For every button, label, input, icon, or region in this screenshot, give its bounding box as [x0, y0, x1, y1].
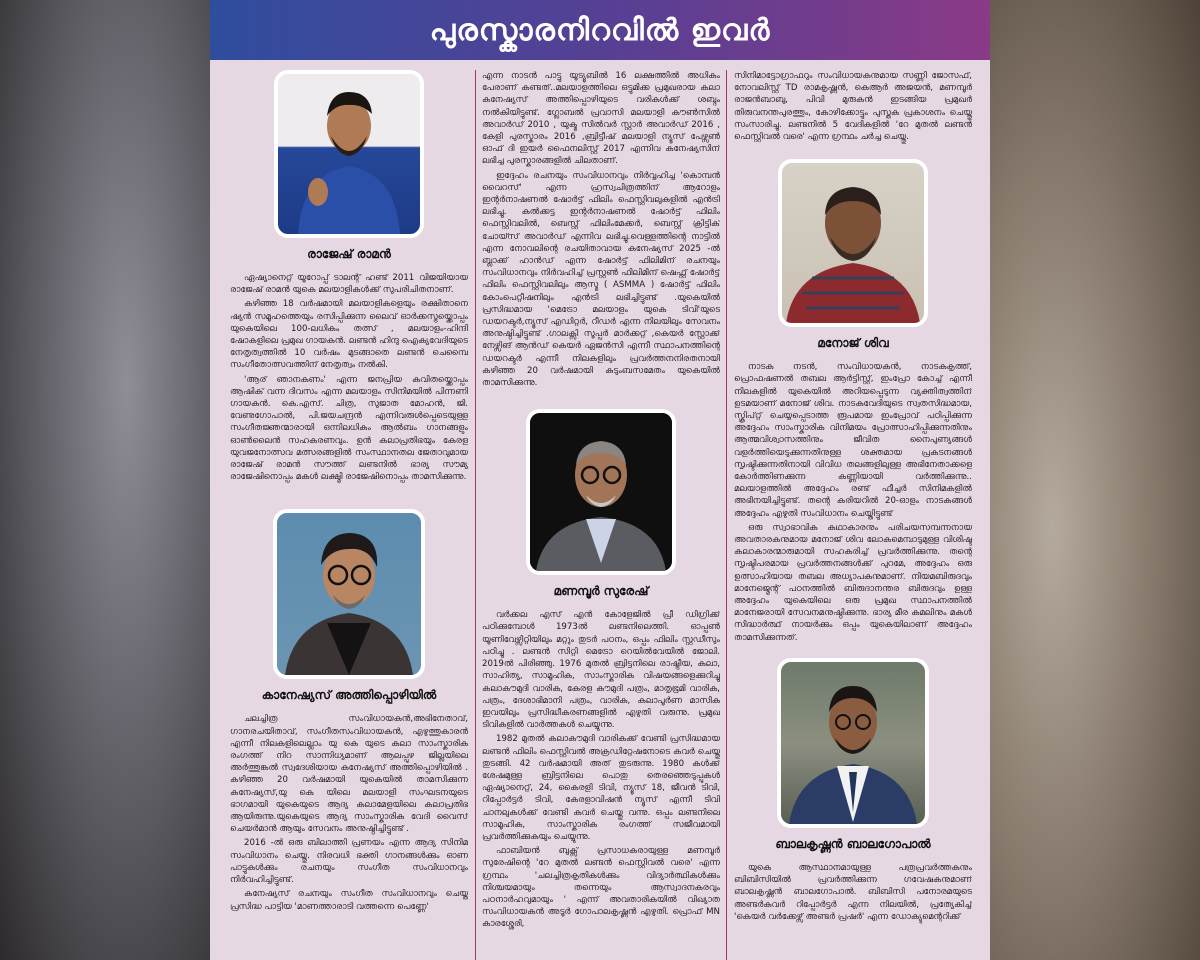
photo-rajesh-raman [274, 70, 424, 238]
background-blur-left [0, 0, 210, 960]
column-divider [726, 70, 727, 960]
photo-kaneshyas [273, 509, 425, 679]
bio-paragraph: വർക്കല എസ് എൻ കോളേജിൽ പ്രീ ഡിഗ്രിക്ക് പഠിക്കുമ്പോൾ 1973ൽ ലണ്ടനിലെത്തി. ഓപ്പൺ യൂണിവേഴ്സിറ്റിയിലും മറ്റും തുടർ പഠനം, ഒപ്പം ഫിലിം സ്റ്റഡീസും പഠിച്ചു . ലണ്ടൻ സിറ്റി മെട്രോ റെയിൽവേയിൽ ജോലി. 2019ൽ പിരിഞ്ഞു. 1976 മുതൽ ബ്രിട്ടനിലെ രാഷ്ട്രീയ, കലാ, സാഹിത്യ, സാമൂഹിക, സാംസ്കാരിക വിഷയങ്ങളെക്കുറിച്ചു കലാകൗമുദി വാരിക, കേരള കൗമുദി പത്രം, മാതൃഭൂമി വാരിക, പത്രം, ദേശാഭിമാനി പത്രം, വാരിക, കലാപൂർണ മാസിക ഇവയിലും പ്രസിദ്ധീകരണങ്ങളിൽ എഴുതി വരുന്നു. പ്രമുഖ ടിവികളിൽ വാർത്തകൾ ചെയ്യുന്നു. [482, 610, 720, 731]
bio-paragraph: ഫാബിയൻ ബുക്സ് പ്രസാധകരായുള്ള മണമ്പൂർ സുരേഷിന്റെ 'റേ മുതൽ ലണ്ടൻ ഫെസ്റ്റിവൽ വരെ' എന്ന ഗ്രന്ഥം 'ചലച്ചിത്രകൃതികൾക്കും വിദ്യാർത്ഥികൾക്കും നിശ്ചയമായും തന്നെയും ആസ്വാദനകരവും പഠനാർഹവുമായും ' എന്ന് അവതാരികയിൽ വിഖ്യാത സംവിധായകൻ അടൂർ ഗോപാലകൃഷ്ണൻ എഴുതി. പ്രൊഫ് MN കാരശ്ശേരി, [482, 846, 720, 930]
photo-manoj-shiva [778, 159, 928, 327]
portrait-illustration [277, 513, 421, 675]
newspaper-page [210, 0, 990, 960]
portrait-illustration [782, 163, 924, 323]
column-1 [230, 70, 468, 960]
column-divider [475, 70, 476, 960]
bio-paragraph: കഴിഞ്ഞ 18 വർഷമായി മലയാളികളെയും രക്ഷിതാനെ ഷ്യൻ സമൂഹത്തെയും രസിപ്പിക്കുന്ന ലൈവ് ഓർക്കസ്ട്രയ്ക്കൊപ്പം യുകെയിലെ 100-ലധികം തത്സ് , മലയാളം-ഹിന്ദി ഷോകളിലെ പ്രമുഖ ഗായകൻ. ലണ്ടൻ ഹിന്ദു ഐക്യവേദിയുടെ നേതൃത്വത്തിൽ 10 വർഷം മുടങ്ങാതെ ലണ്ടൻ ചെമ്പൈ സംഗീതോത്സവത്തിന് നേതൃത്വം നൽകി. [230, 299, 468, 371]
column-3 [734, 70, 972, 960]
photo-manambur-suresh [526, 409, 676, 575]
person-name-balakrishnan: ബാലകൃഷ്ണൻ ബാലഗോപാൽ [775, 836, 931, 851]
bio-paragraph: നാടക നടൻ, സംവിധായകൻ, നാടകകൃത്ത്, പ്രൊഫഷണൽ തബല ആർട്ടിസ്റ്റ്, ഇംപ്രോ കോച്ച് എന്നീ നിലകളിൽ യുകെയിൽ അറിയപ്പെടുന്ന വ്യക്തിത്വത്തിന് ഉടമയാണ് മനോജ് ശിവ. നാടകവേദിയുടെ സ്വതസിദ്ധമായ, സ്ക്രിപ്റ്റ് ചെയ്യപ്പെടാത്ത രൂപമായ ഇംപ്രോവ് പഠിപ്പിക്കുന്ന അദ്ദേഹം സാംസ്കാരിക വിനിമയം പ്രോത്സാഹിപ്പിക്കുന്നതിനും ആത്മവിശ്വാസത്തിനും ജീവിത നൈപുണ്യങ്ങൾ വളർത്തിയെടുക്കുന്നതിനുള്ള ശക്തമായ പ്രകടനങ്ങൾ സൃഷ്ടിക്കുന്നതിനായി വിവിധ തലങ്ങളിലുള്ള അഭിനേതാക്കളെ കോർത്തിണക്കുന്ന കണ്ണിയായി വർത്തിക്കുന്നു.. മലയാളത്തിൽ അദ്ദേഹം രണ്ട് ഫീച്ചർ സിനിമകളിൽ അഭിനയിച്ചിട്ടുണ്ട്. തന്റെ കരിയറിൽ 20-ഓളം നാടകങ്ങൾ അദ്ദേഹം എഴുതി സംവിധാനം ചെയ്തിട്ടുണ്ട് [734, 362, 972, 519]
portrait-illustration [278, 74, 420, 234]
photo-balakrishnan-balagopal [777, 658, 929, 828]
page-title: പുരസ്കാരനിറവിൽ ഇവർ [429, 12, 771, 48]
bio-paragraph: ഒരു സ്വാഭാവിക കഥാകാരനും പരിചയസമ്പന്നനായ അവതാരകനുമായ മനോജ് ശിവ ലോകമെമ്പാടുമുള്ള വിശിഷ്ട കലാകാരന്മാരുമായി സഹകരിച്ച് പ്രവർത്തിക്കുന്നു. തന്റെ സൃഷ്ടിപരമായ പ്രവർത്തനങ്ങൾക്ക് പുറമേ, അദ്ദേഹം ഒരു ഉത്സാഹിയായ തബല അധ്യാപകനുമാണ്. നിയമബിരുദവും മാനേജ്മെന്റ് പഠനത്തിൽ ബിരുദാനന്തര ബിരുദവും ഉള്ള അദ്ദേഹം യുകെയിലെ ഒരു പ്രമുഖ സ്ഥാപനത്തിൽ മാനേജരായി സേവനമനുഷ്ഠിക്കുന്നു. ഭാര്യ മീര കമലിനും മകൾ സിദ്ധാർത്ഥ് നായർക്കും ഒപ്പം യുകെയിലാണ് അദ്ദേഹം താമസിക്കുന്നത്. [734, 522, 972, 643]
bio-paragraph: 'ആര് ഞാനകണം' എന്ന ജനപ്രിയ കവിതയ്ക്കൊപ്പം ആഷിക് വന്ന ദിവസം എന്ന മലയാളം സിനിമയിൽ പിന്നണി ഗായകൻ. കെ.എസ്. ചിത്ര, സുജാത മോഹൻ, ജി. വേണുഗോപാൽ, പി.ജയചന്ദ്രൻ എന്നിവരുൾപ്പെടെയുള്ള സംഗീതജ്ഞന്മാരായി ഒന്നിലധികം ആൽബം ഗാനങ്ങളും ഓൺലൈൻ സഹകരണവും. ഉൻ കലാപ്രതിഭയും കേരള യുവജനോത്സവ മത്സരങ്ങളിൽ സംസ്ഥാനതല ജേതാവുമായ രാജേഷ് രാമൻ സൗത്ത് ലണ്ടനിൽ ഭാര്യ സൗമ്യ രാജേഷിനൊപ്പം മകൾ ലക്ഷ്മി രാജേഷിനൊപ്പം താമസിക്കുന്നു. [230, 374, 468, 483]
bio-paragraph: ചലച്ചിത്ര സംവിധായകൻ,അഭിനേതാവ്, ഗാനരചയിതാവ്, സംഗീതസംവിധായകൻ, എഴുത്തുകാരൻ എന്നീ നിലകളിലെല്ലാം യു കെ യുടെ കലാ സാംസ്കാരിക രംഗത്ത് നിറ സാന്നിധ്യമാണ് ആലപ്പുഴ ജില്ലയിലെ അർത്തുങ്കൽ സ്വദേശിയായ കനേഷ്യസ് അത്തിപ്പൊഴിയിൽ . കഴിഞ്ഞ 20 വർഷമായി യുകെയിൽ താമസിക്കുന്ന കനേഷ്യസ്,യു കെ യിലെ മലയാളി സംഘടനയുടെ ഭാഗമായി യുകെയുടെ ആദ്യ കലാമേളയിലെ കലാപ്രതിഭ ആയിരുന്നു.യുകെയുടെ ആദ്യ സാംസ്കാരിക വേദി വൈസ് ചെയർമാൻ ആയും സേവനം അനുഷ്ഠിച്ചിട്ടുണ്ട് . [230, 714, 468, 835]
person-name-kaneshyas: കാനേഷ്യസ് അത്തിപ്പൊഴിയിൽ [261, 688, 437, 703]
portrait-illustration [781, 662, 925, 824]
person-name-rajesh: രാജേഷ് രാമൻ [307, 247, 391, 261]
portrait-illustration [530, 413, 672, 571]
bio-paragraph: ഏഷ്യാനെറ്റ് യൂറോപ്പ് ടാലന്റ് ഹണ്ട് 2011 വിജയിയായ രാജേഷ് രാമൻ യുകെ മലയാളികൾക്ക് സുപരിചിതനാണ്. [230, 273, 468, 296]
person-name-manoj: മനോജ് ശിവ [817, 336, 889, 351]
bio-paragraph: ഇദ്ദേഹം രചനയും സംവിധാനവും നിർവ്വഹിച്ച 'കൊമ്പൻ വൈറസ്' എന്ന ഹ്രസ്വചിത്രത്തിന് ആറോളം ഇന്റർനാഷണൽ ഷോർട്ട് ഫിലിം ഫെസ്റ്റിവലുകളിൽ എൻട്രി ലഭിച്ചു. കൽക്കട്ട ഇന്റർനാഷണൽ ഷോർട്ട് ഫിലിം ഫെസ്റ്റിവലിൽ, ബെസ്റ്റ് ഫിലിംമേക്കർ, ബെസ്റ്റ് ക്രിട്ടിക് ചോയ്സ് അവാർഡ് എന്നിവ ലഭിച്ചു.വെള്ളത്തിന്റെ നാട്ടിൽ എന്ന നോവലിന്റെ രചയിതാവായ കനേഷ്യസ് 2025 -ൽ ബ്ലാക്ക് ഹാൻഡ് എന്ന ഷോർട്ട് ഫിലിമിന് രചനയും സംവിധാനവും നിർവഹിച്ച് പ്രസ്റ്റൺ ഫിലിമിന് ഷെഫ്റ്റ് ഷോർട്ട് ഫിലിം ഫെസ്റ്റിവലിലും ആസ്മ ( ASMMA ) ഷോർട്ട് ഫിലിം കോംപെറ്റീഷനിലും എൻട്രി ലഭിച്ചിട്ടുണ്ട് .യുകെയിൽ പ്രസിദ്ധമായ 'മെട്രോ മലയാളം യുകെ ടിവി'യുടെ ഡയറക്ടർ,ന്യൂസ് എഡിറ്റർ, റീഡർ എന്ന നിലയിലും സേവനം അനുഷ്ഠിച്ചിട്ടുണ്ട് .ഗാലക്സി സൂപ്പർ മാർക്കറ്റ് ,കെയർ സ്റ്റോക്ക് നേഴ്സിങ് ആൻഡ് കെയർ ഏജൻസി എന്നീ സ്ഥാപനത്തിന്റെ ഡയറക്ടർ എന്നീ നിലകളിലും പ്രവർത്തനനിരതനായി കഴിഞ്ഞ 20 വർഷമായി കുടുംബസമേതം യുകെയിൽ താമസിക്കുന്നു. [482, 170, 720, 389]
bio-paragraph: എന്ന നാടൻ പാട്ടു യൂട്യൂബിൽ 16 ലക്ഷത്തിൽ അധികം പേരാണ് കണ്ടത്..മലയാളത്തിലെ ഒട്ടുമിക്ക പ്രമുഖരായ കലാ കനേഷ്യസ് അത്തിപ്പൊഴിയുടെ വരികൾക്ക് ശബ്ദം നൽകിയിട്ടുണ്ട്. ഗ്ലോബൽ പ്രവാസി മലയാളി കൗൺസിൽ അവാർഡ് 2010 , യുക്മ സിൽവർ സ്റ്റാർ അവാർഡ് 2016 , കേളി പുരസ്കാരം 2016 ,ബ്രിട്ടീഷ് മലയാളി ന്യൂസ് പേഴ്സൺ ഓഫ് ദി ഇയർ ഫൈനലിസ്റ്റ് 2017 എന്നിവ കനേഷ്യസിന് ലഭിച്ച പുരസ്കാരങ്ങളിൽ ചിലതാണ്. [482, 71, 720, 167]
bio-paragraph: കനേഷ്യസ് രചനയും സംഗീത സംവിധാനവും ചെയ്ത പ്രസിദ്ധ പാട്ടിയ 'മാണത്താരാടി വത്തന്നെ പെണ്ണേ' [230, 889, 468, 912]
person-name-suresh: മണമ്പൂർ സുരേഷ് [553, 584, 649, 599]
headline-banner [210, 0, 990, 60]
bio-paragraph: 2016 -ൽ ഒരു ബിലാത്തി പ്രണയം എന്ന ആദ്യ സിനിമ സംവിധാനം ചെയ്തു. നിരവധി ഭക്തി ഗാനങ്ങൾക്കും ഓണ പാട്ടുകൾക്കും രചനയും സംഗീത സംവിധാനവും നിർവഹിച്ചിട്ടുണ്ട്. [230, 838, 468, 886]
bio-paragraph: സിനിമാട്ടോഗ്രാഫറും സംവിധായകനുമായ സണ്ണി ജോസഫ്, നോവലിസ്റ്റ് TD രാമകൃഷ്ണൻ, കെആർ അജയൻ, മണമ്പൂർ രാജൻബാബു, പിവി മുരുകൻ ഇടങ്ങിയ പ്രമുഖർ തിരുവനന്തപുരത്തും, കോഴിക്കോട്ടും പുസ്തക പ്രകാശനം ചെയ്തു സംസാരിച്ചു. ലണ്ടനിൽ 5 വേദികളിൽ 'റേ മുതൽ ലണ്ടൻ ഫെസ്റ്റിവൽ വരെ' എന്ന ഗ്രന്ഥം ചർച്ച ചെയ്തു. [734, 71, 972, 143]
bio-paragraph: യുകെ ആസ്ഥാനമായുള്ള പത്രപ്രവർത്തകനും ബിബിസിയിൽ പ്രവർത്തിക്കുന്ന ഗവേഷകനുമാണ് ബാലകൃഷ്ണൻ ബാലഗോപാൽ. ബിബിസി പനോരമയുടെ അണ്ടർകവർ റിപ്പോർട്ടർ എന്ന നിലയിൽ, പ്രത്യേകിച്ച് 'കെയർ വർക്കേഴ്സ് അണ്ടർ പ്രഷർ' എന്ന ഡോക്യുമെന്ററിക്ക് [734, 862, 972, 922]
column-2 [482, 70, 720, 960]
bio-paragraph: 1982 മുതൽ കലാകൗമുദി വാരികക്ക് വേണ്ടി പ്രസിദ്ധമായ ലണ്ടൻ ഫിലിം ഫെസ്റ്റിവൽ അക്രഡിറ്റേഷനോടെ കവർ ചെയ്തു തുടങ്ങി. 42 വർഷമായി അത് തുടരുന്നു. 1980 കൾക്ക് ശേഷമുള്ള ബ്രിട്ടനിലെ പൊതു തെരഞ്ഞെടുപ്പുകൾ ഏഷ്യാനെറ്റ്, 24, കൈരളി ടിവി, ന്യൂസ് 18, ജീവൻ ടിവി, റിപ്പോർട്ടർ ടിവി, കേരളാവിഷൻ ന്യൂസ് എന്നീ ടിവി ചാനലുകൾക്ക് വേണ്ടി കവർ ചെയ്തു വന്നു. ഒപ്പം ലണ്ടനിലെ സാമൂഹിക, സാംസ്കാരിക രംഗത്ത് സജീവമായി പ്രവർത്തിക്കുകയും ചെയ്യുന്നു. [482, 734, 720, 842]
background-blur-right [990, 0, 1200, 960]
